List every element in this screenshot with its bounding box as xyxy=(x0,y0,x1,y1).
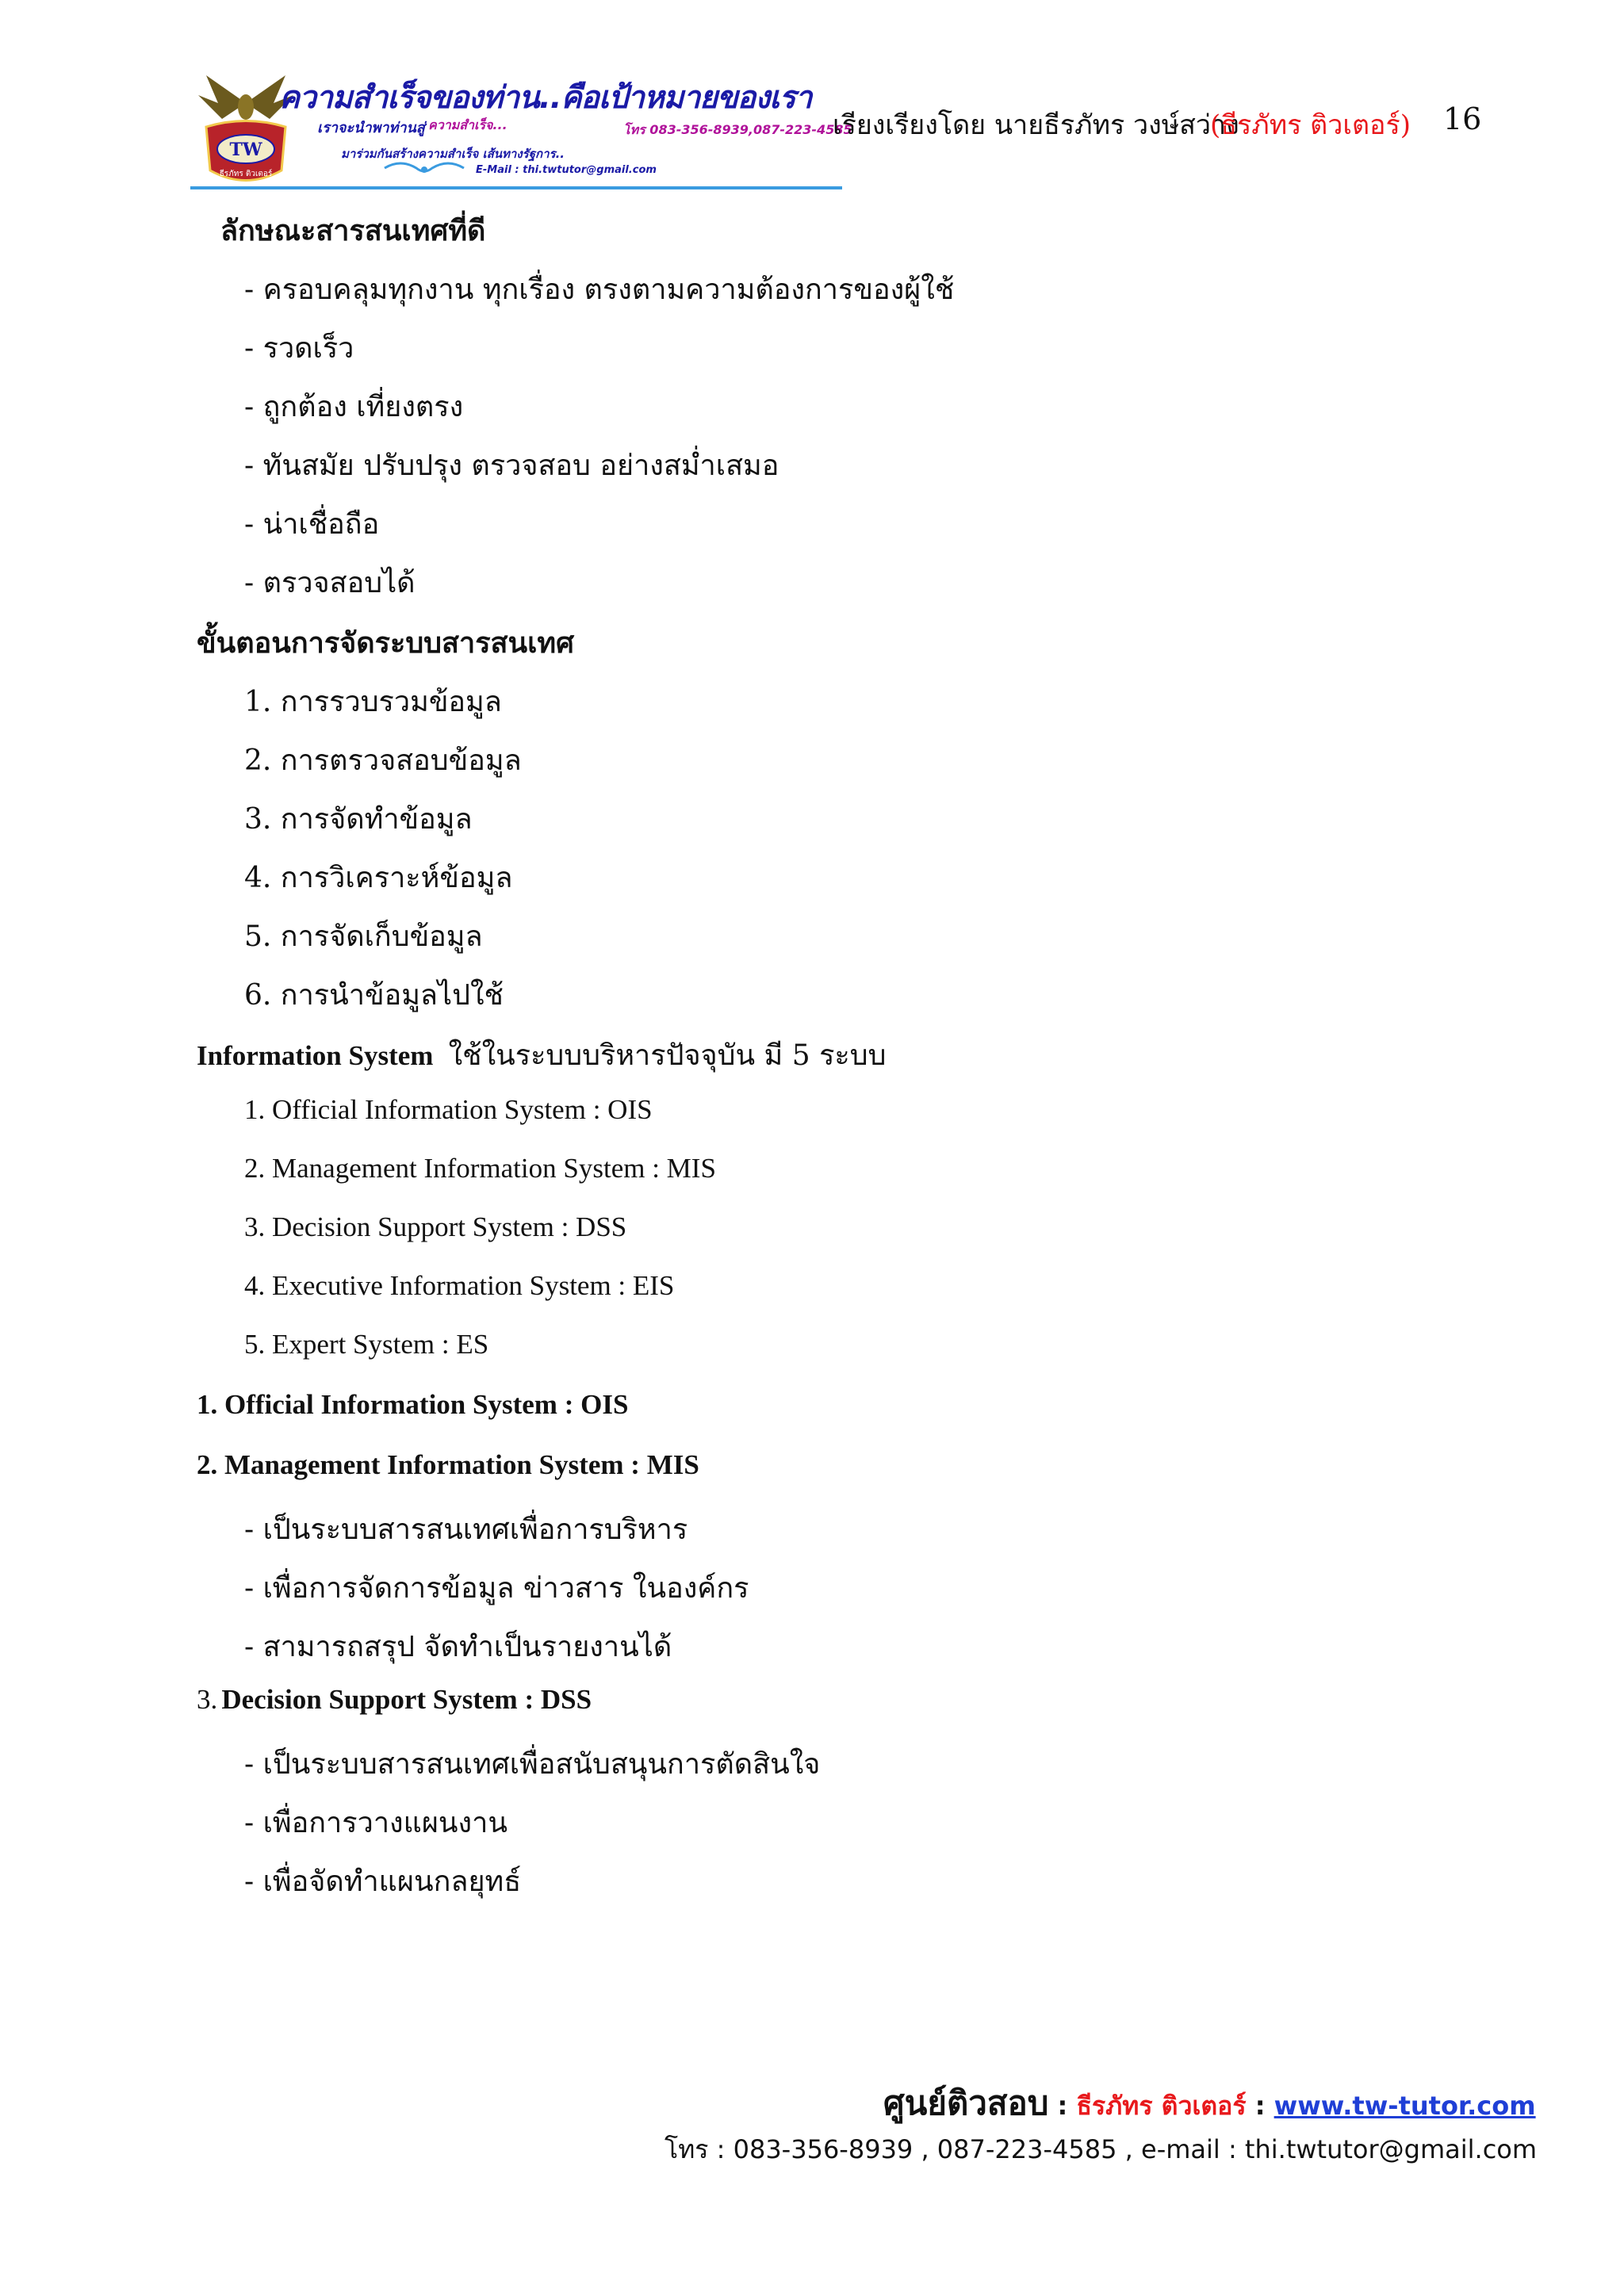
header-tagline: เราจะนำพาท่านสู่ xyxy=(317,120,425,136)
list-item: - รวดเร็ว xyxy=(244,332,354,365)
list-item: 2. การตรวจสอบข้อมูล xyxy=(244,744,522,777)
footer-website-link[interactable]: www.tw-tutor.com xyxy=(1274,2091,1536,2121)
logo-ribbon: ธีรภัทร ติวเตอร์ xyxy=(219,170,273,178)
author-nickname: (ธีรภัทร ติวเตอร์) xyxy=(1210,109,1411,141)
header-email: E-Mail : thi.twtutor@gmail.com xyxy=(476,164,657,176)
ornament-icon xyxy=(381,159,468,178)
footer-contact: โทร : 083-356-8939 , 087-223-4585 , e-mail : thi.twtutor@gmail.com xyxy=(665,2134,1538,2164)
list-item: - ทันสมัย ปรับปรุง ตรวจสอบ อย่างสม่ำเสมอ xyxy=(244,450,779,482)
section-heading-information-system xyxy=(197,1032,886,1077)
logo-text: TW xyxy=(229,140,262,160)
list-item: - เป็นระบบสารสนเทศเพื่อการบริหาร xyxy=(244,1513,688,1546)
list-item: 4. Executive Information System : EIS xyxy=(244,1270,675,1301)
header-subtagline: มาร่วมกันสร้างความสำเร็จ เส้นทางรัฐการ.. xyxy=(341,147,565,161)
list-item: - ถูกต้อง เที่ยงตรง xyxy=(244,391,464,423)
footer-separator: : xyxy=(1048,2091,1077,2121)
section-heading-good-information: ลักษณะสารสนเทศที่ดี xyxy=(220,214,486,247)
heading-dss-title: Decision Support System : DSS xyxy=(221,1684,592,1715)
list-item: - น่าเชื่อถือ xyxy=(244,508,380,541)
header-slogan: ความสำเร็จของท่าน..คือเป้าหมายของเรา xyxy=(279,80,812,116)
heading-ois: 1. Official Information System : OIS xyxy=(197,1389,629,1420)
footer-line-1 xyxy=(883,2077,1536,2130)
heading-rest-part: ใช้ในระบบบริหารปัจจุบัน มี 5 ระบบ xyxy=(448,1039,887,1072)
heading-dss-number: 3. xyxy=(197,1684,218,1715)
heading-dss xyxy=(197,1684,592,1716)
footer-separator: : xyxy=(1246,2091,1274,2121)
footer-tutor-name: ธีรภัทร ติวเตอร์ xyxy=(1076,2091,1247,2121)
list-item: 5. การจัดเก็บข้อมูล xyxy=(244,920,483,953)
list-item: - เป็นระบบสารสนเทศเพื่อสนับสนุนการตัดสินใจ xyxy=(244,1748,821,1781)
heading-bold-part: Information System xyxy=(197,1040,434,1071)
list-item: 4. การวิเคราะห์ข้อมูล xyxy=(244,862,513,894)
header-divider xyxy=(190,186,842,190)
list-item: 3. Decision Support System : DSS xyxy=(244,1211,627,1242)
list-item: 3. การจัดทำข้อมูล xyxy=(244,803,473,836)
footer-center-name: ศูนย์ติวสอบ xyxy=(883,2084,1049,2122)
header-phone: โทร 083-356-8939,087-223-4585 xyxy=(623,122,852,137)
header-tagline-accent: ความสำเร็จ... xyxy=(428,117,508,132)
list-item: 1. การรวบรวมข้อมูล xyxy=(244,686,502,718)
list-item: 1. Official Information System : OIS xyxy=(244,1094,653,1125)
arranger-credit: เรียงเรียงโดย นายธีรภัทร วงษ์สว่าง xyxy=(833,109,1239,141)
list-item: 6. การนำข้อมูลไปใช้ xyxy=(244,979,504,1012)
list-item: - เพื่อการจัดการข้อมูล ข่าวสาร ในองค์กร xyxy=(244,1572,749,1605)
list-item: - ครอบคลุมทุกงาน ทุกเรื่อง ตรงตามความต้องการของผู้ใช้ xyxy=(244,274,955,306)
section-heading-steps: ขั้นตอนการจัดระบบสารสนเทศ xyxy=(197,626,575,660)
list-item: - เพื่อจัดทำแผนกลยุทธ์ xyxy=(244,1866,522,1898)
list-item: - ตรวจสอบได้ xyxy=(244,567,416,599)
list-item: 5. Expert System : ES xyxy=(244,1329,489,1360)
heading-mis: 2. Management Information System : MIS xyxy=(197,1449,699,1480)
list-item: - เพื่อการวางแผนงาน xyxy=(244,1807,508,1839)
page-number: 16 xyxy=(1443,101,1482,136)
list-item: - สามารถสรุป จัดทำเป็นรายงานได้ xyxy=(244,1631,672,1663)
list-item: 2. Management Information System : MIS xyxy=(244,1153,716,1184)
